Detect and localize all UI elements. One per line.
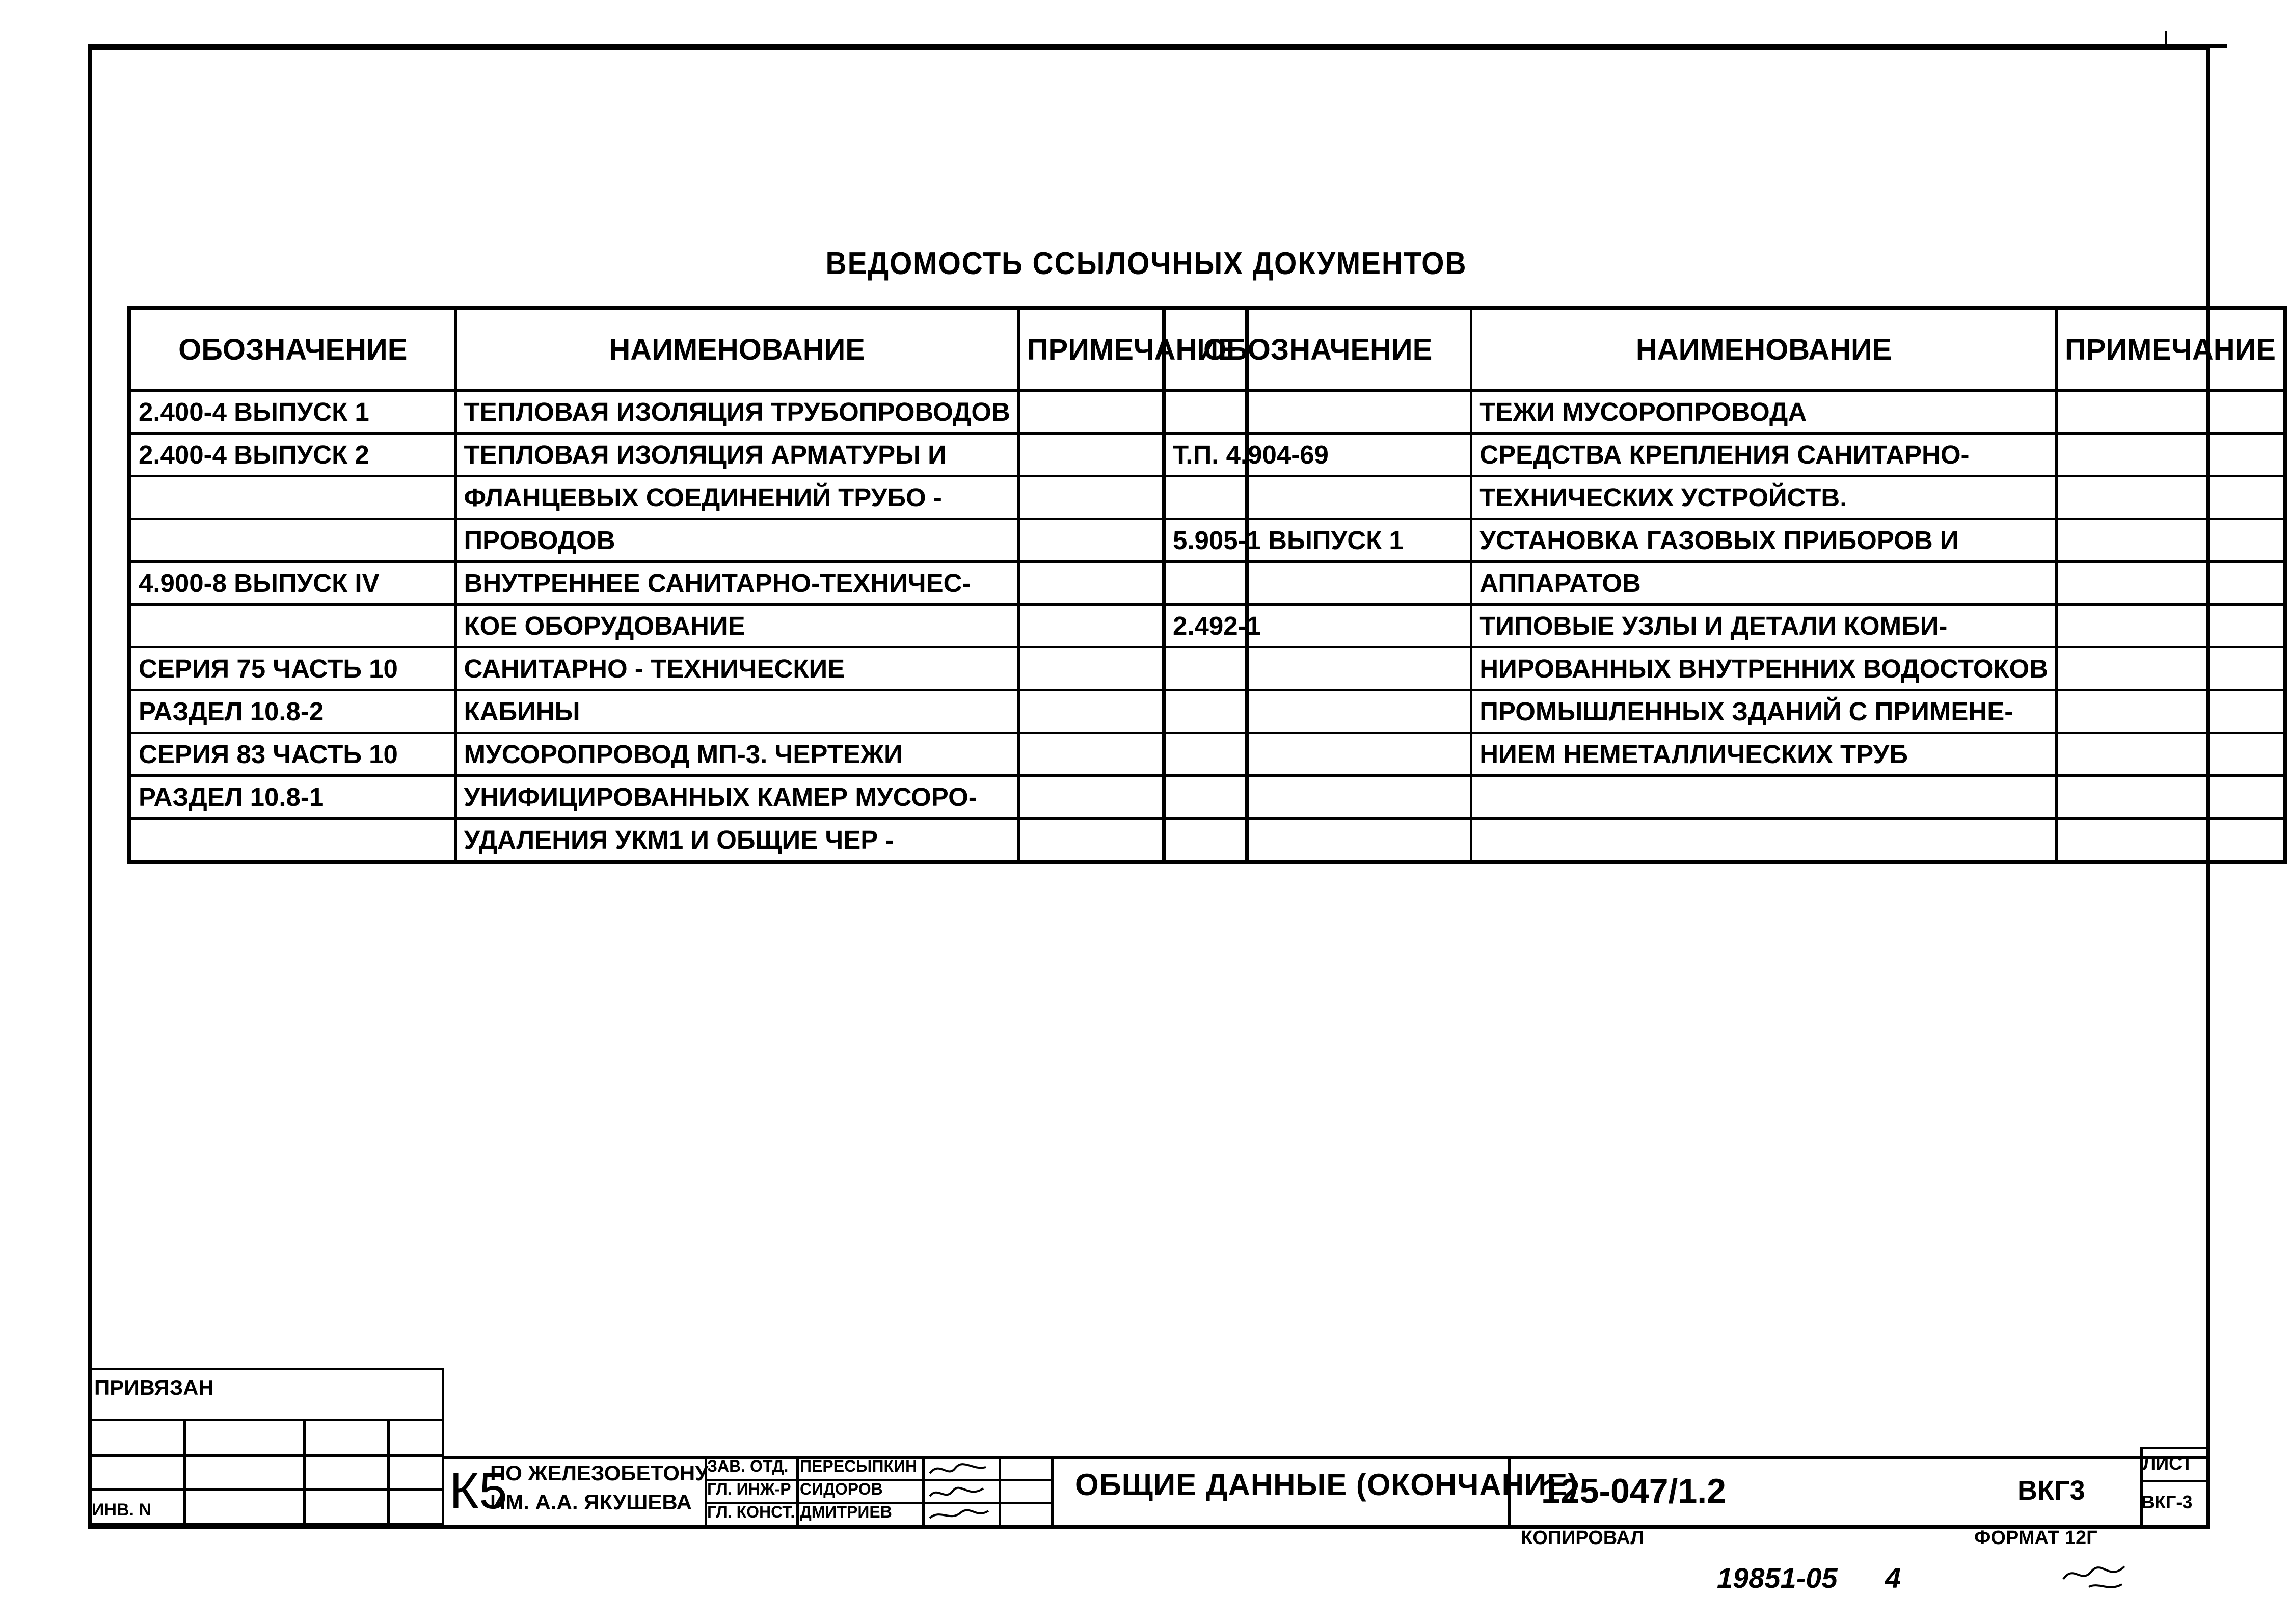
reference-table-left [127,306,1249,864]
cell-name: ПРОВОДОВ [455,519,1018,562]
cell-name: АППАРАТОВ [1471,562,2057,605]
stamp-line [1051,1456,1054,1525]
role-3: ГЛ. КОНСТ. [707,1503,795,1521]
cell-note [2057,434,2285,476]
table-row [129,776,1247,819]
table-row [129,519,1247,562]
table-row [1164,519,2285,562]
role-1: ЗАВ. ОТД. [707,1457,789,1475]
cell-name: ТИПОВЫЕ УЗЛЫ И ДЕТАЛИ КОМБИ- [1471,605,2057,647]
header-name: НАИМЕНОВАНИЕ [1471,308,2057,391]
stamp-line [2140,1447,2207,1449]
role-2: ГЛ. ИНЖ-Р [707,1480,791,1498]
cell-designation: СЕРИЯ 83 ЧАСТЬ 10 [129,733,455,776]
cell-note [2057,562,2285,605]
stamp-line [88,1419,444,1421]
stamp-line [796,1456,799,1525]
cell-designation [1164,391,1471,434]
table-row [129,733,1247,776]
table-header-row [129,308,1247,391]
cell-note [2057,733,2285,776]
cell-designation [1164,476,1471,519]
header-note: ПРИМЕЧАНИЕ [1018,308,1247,391]
name-3: ДМИТРИЕВ [800,1503,892,1521]
table-row [1164,733,2285,776]
header-note: ПРИМЕЧАНИЕ [2057,308,2285,391]
left-table-body [129,391,1247,862]
cell-name: ПРОМЫШЛЕННЫХ ЗДАНИЙ С ПРИМЕНЕ- [1471,690,2057,733]
table-row [129,647,1247,690]
cell-name: ТЕПЛОВАЯ ИЗОЛЯЦИЯ ТРУБОПРОВОДОВ [455,391,1018,434]
cell-designation [129,819,455,862]
stamp-line [88,1454,444,1457]
signatures [925,1458,996,1524]
cell-note [2057,647,2285,690]
cell-designation [1164,647,1471,690]
stamp-line [2140,1480,2207,1482]
cell-name: НИРОВАННЫХ ВНУТРЕННИХ ВОДОСТОКОВ [1471,647,2057,690]
cell-designation [129,605,455,647]
table-row [129,434,1247,476]
table-row [129,690,1247,733]
table-row [1164,476,2285,519]
cell-name: СРЕДСТВА КРЕПЛЕНИЯ САНИТАРНО- [1471,434,2057,476]
cell-name: УДАЛЕНИЯ УКМ1 И ОБЩИЕ ЧЕР - [455,819,1018,862]
stamp-line [303,1419,306,1526]
stamp-line [88,1488,444,1491]
cell-note [2057,605,2285,647]
cell-name [1471,776,2057,819]
cell-name: ТЕПЛОВАЯ ИЗОЛЯЦИЯ АРМАТУРЫ И [455,434,1018,476]
cell-note [2057,776,2285,819]
page-number: 4 [1885,1562,1901,1594]
table-row [1164,647,2285,690]
document-title: ВЕДОМОСТЬ ССЫЛОЧНЫХ ДОКУМЕНТОВ [825,246,1467,281]
cell-name [1471,819,2057,862]
org-line-2: ИМ. А.А. ЯКУШЕВА [490,1490,692,1514]
cell-designation: РАЗДЕЛ 10.8-1 [129,776,455,819]
signature-2 [930,1488,983,1496]
header-designation: ОБОЗНАЧЕНИЕ [1164,308,1471,391]
name-2: СИДОРОВ [800,1480,883,1498]
cell-designation [1164,733,1471,776]
cell-designation [1164,819,1471,862]
mark: ВКГ3 [2017,1475,2085,1506]
name-1: ПЕРЕСЫПКИН [800,1457,918,1475]
table-row [129,819,1247,862]
cell-designation [1164,562,1471,605]
header-designation: ОБОЗНАЧЕНИЕ [129,308,455,391]
stamp-line [1508,1456,1511,1525]
format-label: ФОРМАТ 12Г [1974,1527,2097,1549]
cell-designation: 4.900-8 ВЫПУСК IV [129,562,455,605]
signature-3 [930,1510,988,1518]
sheet-value: ВКГ-3 [2141,1492,2193,1512]
stamp-line [387,1419,390,1526]
cell-name: УНИФИЦИРОВАННЫХ КАМЕР МУСОРО- [455,776,1018,819]
copied-label: КОПИРОВАЛ [1521,1527,1644,1549]
org-line-1: ПО ЖЕЛЕЗОБЕТОНУ [490,1461,709,1485]
cell-name: КОЕ ОБОРУДОВАНИЕ [455,605,1018,647]
cell-name: ФЛАНЦЕВЫХ СОЕДИНЕНИЙ ТРУБО - [455,476,1018,519]
stamp-bottom-line [88,1525,2207,1529]
cell-designation: РАЗДЕЛ 10.8-2 [129,690,455,733]
inventory-label: ИНВ. N [92,1500,151,1520]
cell-note [2057,476,2285,519]
table-row [129,562,1247,605]
project-number: 125-047/1.2 [1541,1472,1726,1510]
table-row [1164,562,2285,605]
table-row [1164,819,2285,862]
stamp-line [999,1456,1001,1525]
cell-name: МУСОРОПРОВОД МП-3. ЧЕРТЕЖИ [455,733,1018,776]
cell-designation: 2.400-4 ВЫПУСК 2 [129,434,455,476]
org-code: К5 [449,1463,507,1520]
table-row [129,391,1247,434]
table-row [1164,690,2285,733]
cell-name: УСТАНОВКА ГАЗОВЫХ ПРИБОРОВ И [1471,519,2057,562]
cell-name: ВНУТРЕННЕЕ САНИТАРНО-ТЕХНИЧЕС- [455,562,1018,605]
cell-name: НИЕМ НЕМЕТАЛЛИЧЕСКИХ ТРУБ [1471,733,2057,776]
sheet-title: ОБЩИЕ ДАННЫЕ (ОКОНЧАНИЕ) [1075,1468,1579,1502]
sheet-label: ЛИСТ [2143,1453,2193,1474]
cell-designation: 2.400-4 ВЫПУСК 1 [129,391,455,434]
cell-note [2057,519,2285,562]
cell-note [2057,690,2285,733]
table-row [1164,776,2285,819]
cell-designation: Т.П. 4.904-69 [1164,434,1471,476]
table-row [1164,605,2285,647]
copyist-signature [2058,1554,2135,1594]
cell-designation [1164,690,1471,733]
stamp-number: 19851-05 [1717,1562,1838,1594]
signature-1 [930,1464,986,1473]
header-name: НАИМЕНОВАНИЕ [455,308,1018,391]
table-row [129,605,1247,647]
cell-note [2057,819,2285,862]
cell-designation: 2.492-1 [1164,605,1471,647]
cell-name: ТЕЖИ МУСОРОПРОВОДА [1471,391,2057,434]
cell-designation: СЕРИЯ 75 ЧАСТЬ 10 [129,647,455,690]
attached-label: ПРИВЯЗАН [94,1375,214,1399]
stamp-line [183,1419,186,1526]
cell-name: САНИТАРНО - ТЕХНИЧЕСКИЕ [455,647,1018,690]
table-row [129,476,1247,519]
cell-name: ТЕХНИЧЕСКИХ УСТРОЙСТВ. [1471,476,2057,519]
cell-name: КАБИНЫ [455,690,1018,733]
reference-table-right [1162,306,2287,864]
table-header-row [1164,308,2285,391]
cell-designation [129,476,455,519]
table-row [1164,391,2285,434]
cell-designation [129,519,455,562]
cell-designation: 5.905-1 ВЫПУСК 1 [1164,519,1471,562]
cell-designation [1164,776,1471,819]
table-row [1164,434,2285,476]
cell-note [2057,391,2285,434]
right-table-body [1164,391,2285,862]
